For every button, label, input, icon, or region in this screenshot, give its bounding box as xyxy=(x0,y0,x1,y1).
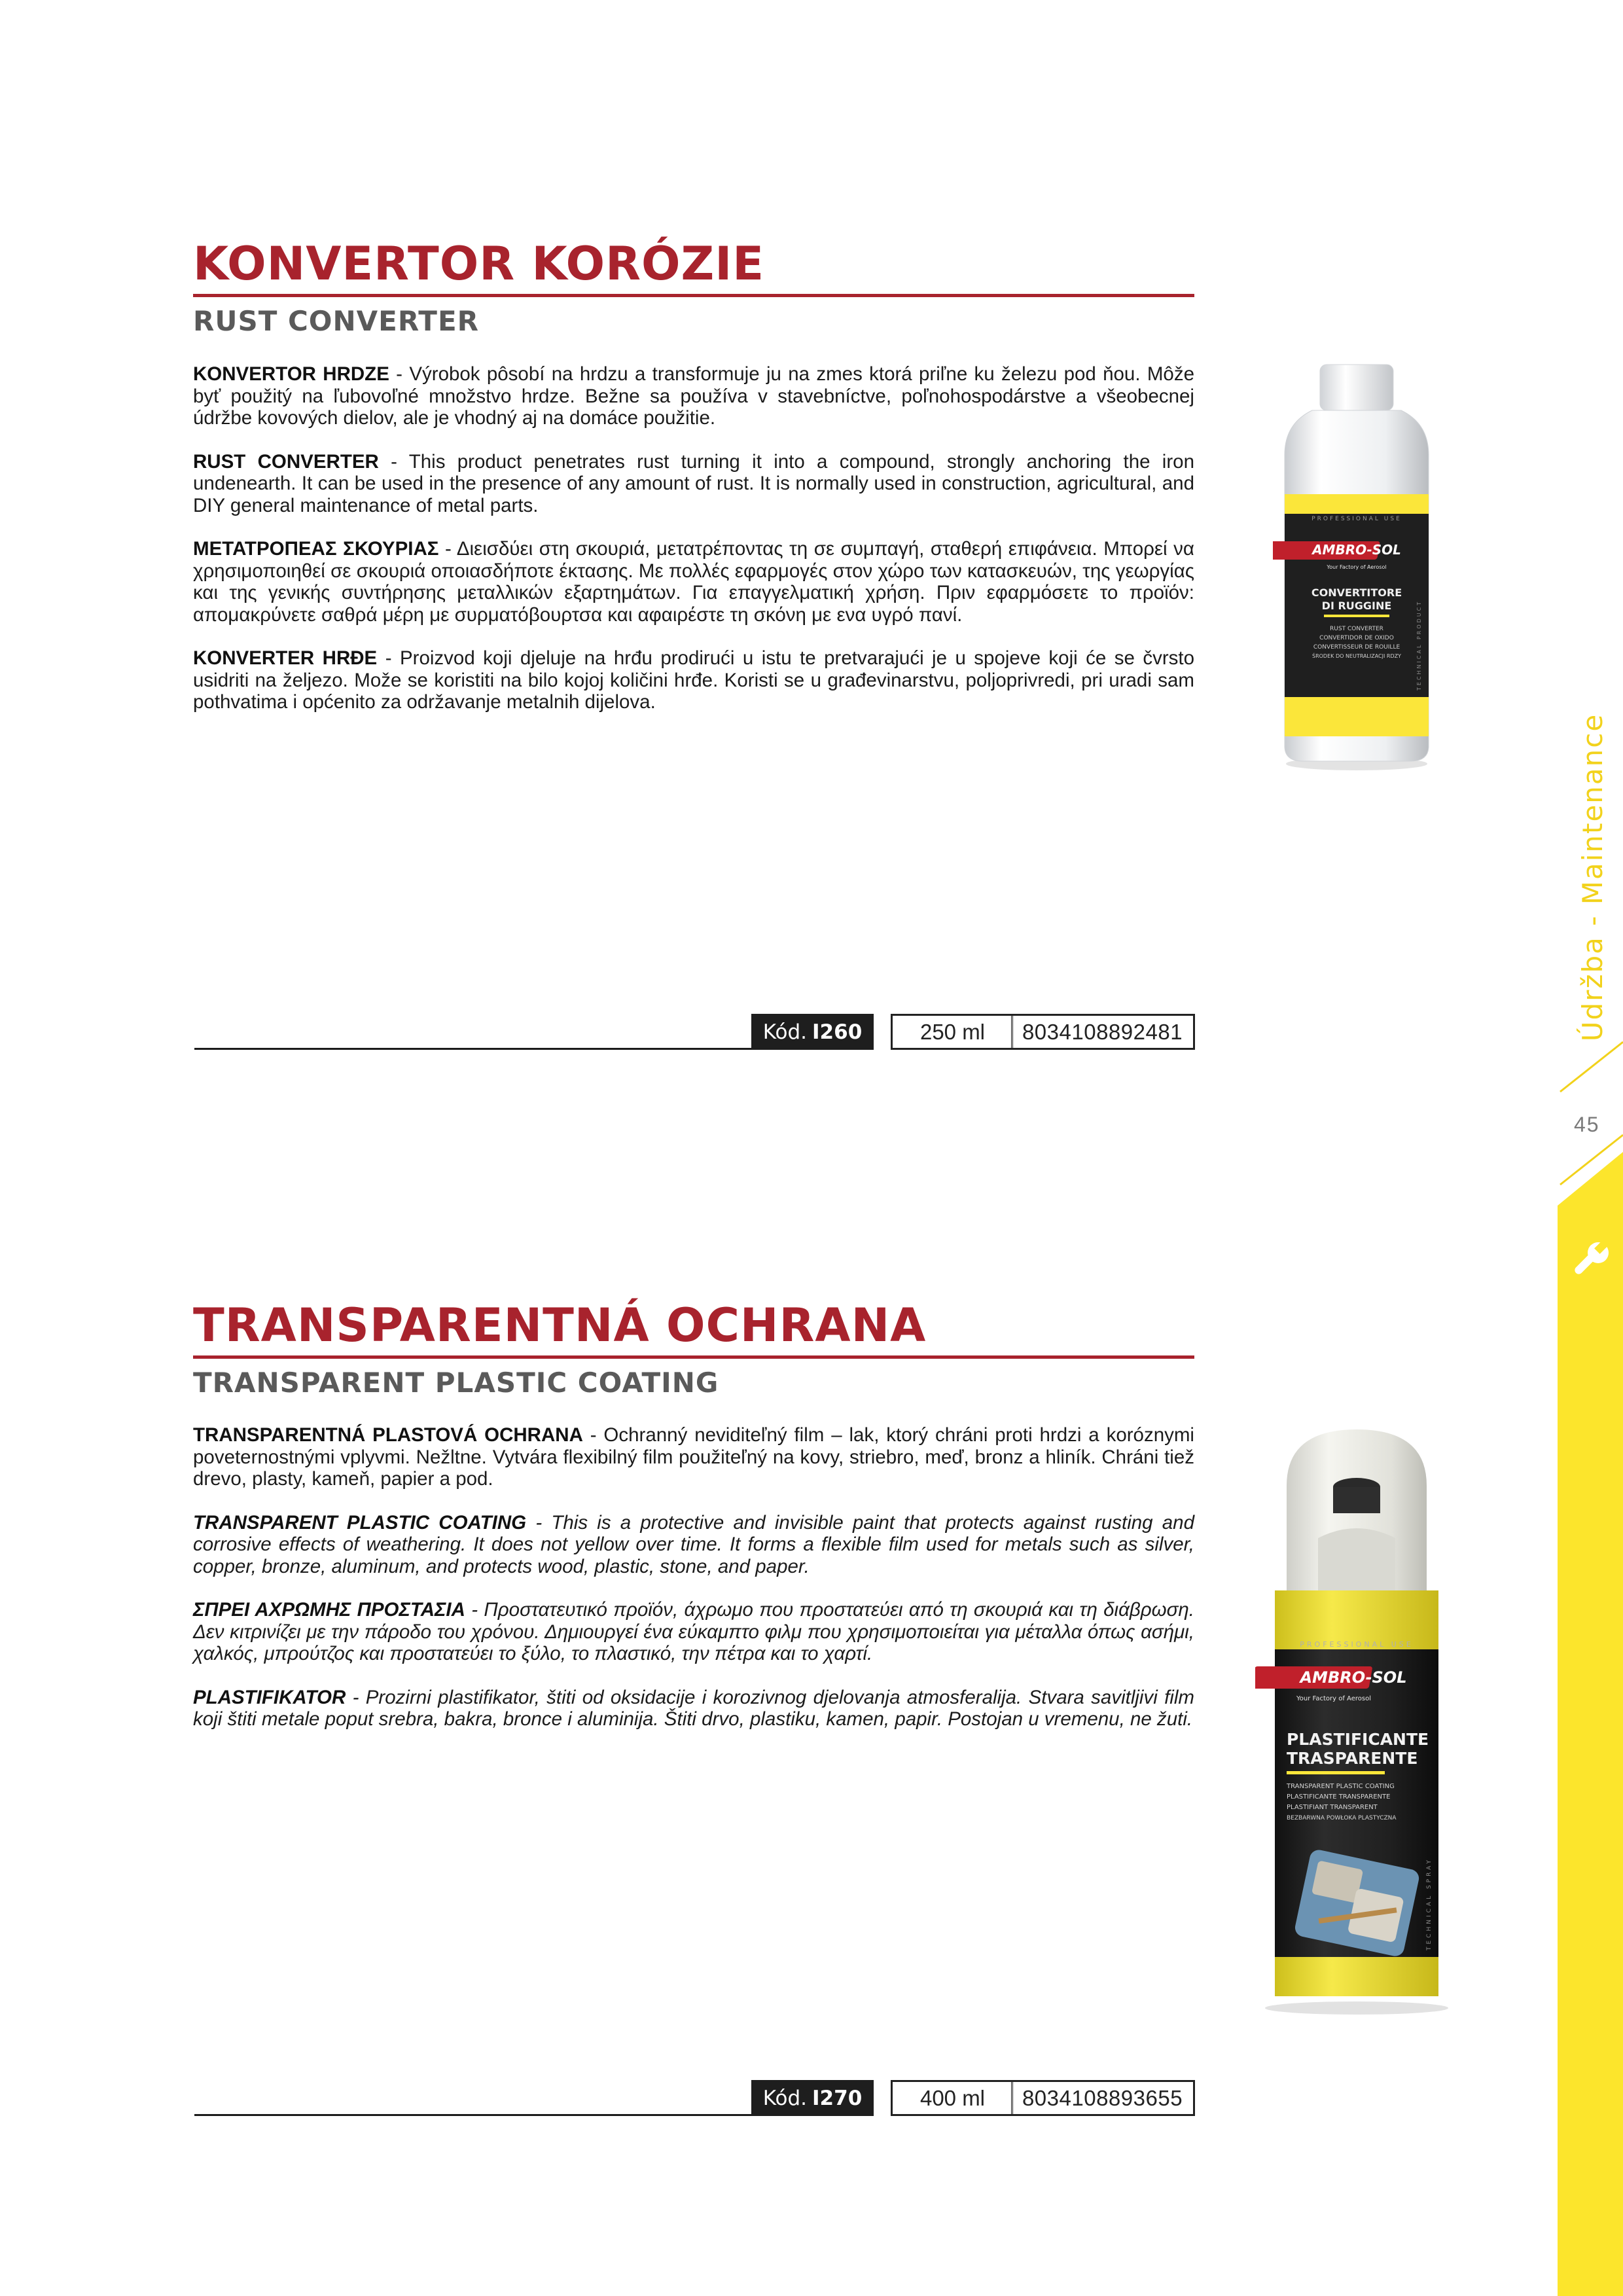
product-description xyxy=(193,1424,1194,1752)
code-value: I270 xyxy=(812,2086,863,2110)
description-paragraph-hr: PLASTIFIKATOR - Prozirni plastifikator, štiti od oksidacije i korozivnog djelovanja atmosferalija. Stvara savitljivi film koji štiti metale poput srebra, bakra, bronce i aluminija. Štiti drvo, plastiku, kamen, papir. Postojan u vremenu, ne žuti. xyxy=(193,1686,1194,1730)
can-sub-line-1: TRANSPARENT PLASTIC COATING xyxy=(1287,1783,1395,1790)
bottle-sub-line-3: CONVERTISSEUR DE ROUILLE xyxy=(1313,644,1400,651)
description-paragraph-hr: KONVERTER HRĐE - Proizvod koji djeluje na hrđu prodirući u istu te pretvarajući je u spojeve koji će se čvrsto usidriti na željezo. Može se koristiti na bilo kojoj količini hrđe. Koristi se u građevinarstvu, poljoprivredi, pri uradi sam pothvatima i općenito za održavanje metalnih dijelova. xyxy=(193,647,1194,713)
can-name-line-2: TRASPARENTE xyxy=(1287,1749,1418,1768)
code-value: I260 xyxy=(812,1020,863,1044)
description-paragraph-en: TRANSPARENT PLASTIC COATING - This is a protective and invisible paint that protects against rusting and corrosive effects of weathering. It does not yellow over time. It forms a flexible film used for metals such as silver, copper, bronze, aluminum, and protects wood, plastic, stone, and paper. xyxy=(193,1511,1194,1577)
bottle-name-line-1: CONVERTITORE xyxy=(1311,586,1402,599)
product-volume: 400 ml xyxy=(891,2080,1013,2116)
can-name-line-1: PLASTIFICANTE xyxy=(1287,1730,1429,1749)
bottle-sub-line-2: CONVERTIDOR DE OXIDO xyxy=(1319,635,1394,641)
description-paragraph-gr: ΜΕΤΑΤΡΟΠΕΑΣ ΣΚΟΥΡΙΑΣ - Διεισδύει στη σκουριά, μετατρέποντας τη σε συμπαγή, σταθερή επιφάνεια. Μπορεί να χρησιμοποιηθεί σε σκουριά οποιασδήποτε έκτασης. Με πολλές εφαρμογές στον χώρο των κατασκευών, της γεωργίας και της γενικής συντήρησης μεταλλικών εξαρτημάτων. Για επαγγελματική χρήση. Πριν εφαρμόσετε το προϊόν: απομακρύνετε σαθρά μέρη με συρματόβουρτσα και αφαιρέστε τη σκόνη με ενα υγρό πανί. xyxy=(193,538,1194,626)
product-code-badge xyxy=(751,2080,874,2116)
bottle-side-text: TECHNICAL PRODUCT xyxy=(1416,600,1422,691)
bottle-tagline: Your Factory of Aerosol xyxy=(1327,564,1387,570)
bottle-sub-line-1: RUST CONVERTER xyxy=(1330,626,1383,632)
product-ean: 8034108892481 xyxy=(1011,1014,1195,1050)
product-image-spray-can xyxy=(1255,1427,1458,2016)
bottle-brand-logo: AMBRO-SOL xyxy=(1312,542,1401,558)
bottle-sub-line-4: ŚRODEK DO NEUTRALIZACJI RDZY xyxy=(1312,653,1401,659)
code-label: Kód. xyxy=(762,1020,808,1044)
title-divider xyxy=(193,1355,1194,1359)
can-side-text: TECHNICAL SPRAY xyxy=(1426,1857,1433,1950)
code-label: Kód. xyxy=(762,2086,808,2110)
can-sub-line-4: BEZBARWNA POWŁOKA PLASTYCZNA xyxy=(1287,1815,1397,1821)
side-tab xyxy=(1558,1021,1623,2296)
bottle-name-line-2: DI RUGGINE xyxy=(1321,600,1392,612)
description-paragraph-sk: TRANSPARENTNÁ PLASTOVÁ OCHRANA - Ochranný neviditeľný film – lak, ktorý chráni proti hrdzi a koróznymi poveternostnými vplyvmi. Nežltne. Vytvára flexibilný film použiteľný na kovy, striebro, meď, bronz a hliník. Chráni tiež drevo, plasty, kameň, papier a pod. xyxy=(193,1424,1194,1490)
product-subtitle: RUST CONVERTER xyxy=(193,305,479,337)
product-title: TRANSPARENTNÁ OCHRANA xyxy=(193,1299,927,1352)
bottle-header-text: PROFESSIONAL USE xyxy=(1311,516,1402,522)
product-code-badge xyxy=(751,1014,874,1050)
title-divider xyxy=(193,294,1194,297)
can-sub-line-2: PLASTIFICANTE TRANSPARENTE xyxy=(1287,1793,1391,1801)
product-volume: 250 ml xyxy=(891,1014,1013,1050)
description-paragraph-gr: ΣΠΡΕΙ ΑΧΡΩΜΗΣ ΠΡΟΣΤΑΣΙΑ - Προστατευτικό προϊόν, άχρωμο που προστατεύει από τη σκουριά και τη διάβρωση. Δεν κιτρινίζει με την πάροδο του χρόνου. Δημιουργεί ένα εύκαμπτο φιλμ που χρησιμοποιείται για μέταλλα όπως ασήμι, χαλκός, μπρούτζος και προστατεύει το ξύλο, το πλαστικό, την πέτρα και το χαρτί. xyxy=(193,1599,1194,1664)
side-tab-label: Údržba - Maintenance xyxy=(1577,713,1609,1041)
can-brand-logo: AMBRO-SOL xyxy=(1300,1668,1407,1687)
product-subtitle: TRANSPARENT PLASTIC COATING xyxy=(193,1367,719,1399)
page-number: 45 xyxy=(1574,1113,1600,1136)
product-image-bottle xyxy=(1273,363,1440,772)
can-tagline: Your Factory of Aerosol xyxy=(1296,1695,1371,1702)
product-description xyxy=(193,363,1194,735)
product-ean: 8034108893655 xyxy=(1011,2080,1195,2116)
description-paragraph-en: RUST CONVERTER - This product penetrates rust turning it into a compound, strongly anchoring the iron undenearth. It can be used in the presence of any amount of rust. It is normally used in construction, agricultural, and DIY general maintenance of metal parts. xyxy=(193,450,1194,516)
wrench-icon xyxy=(1568,1238,1614,1284)
can-header-text: PROFESSIONAL USE xyxy=(1300,1640,1414,1649)
can-sub-line-3: PLASTIFIANT TRANSPARENT xyxy=(1287,1804,1378,1811)
product-title: KONVERTOR KORÓZIE xyxy=(193,237,765,291)
description-paragraph-sk: KONVERTOR HRDZE - Výrobok pôsobí na hrdzu a transformuje ju na zmes ktorá priľne ku železu pod ňou. Môže byť použitý na ľubovoľné množstvo hrdze. Bežne sa používa v stavebníctve, poľnohospodárstve a všeobecnej údržbe kovových dielov, ale je vhodný aj na domáce použitie. xyxy=(193,363,1194,429)
